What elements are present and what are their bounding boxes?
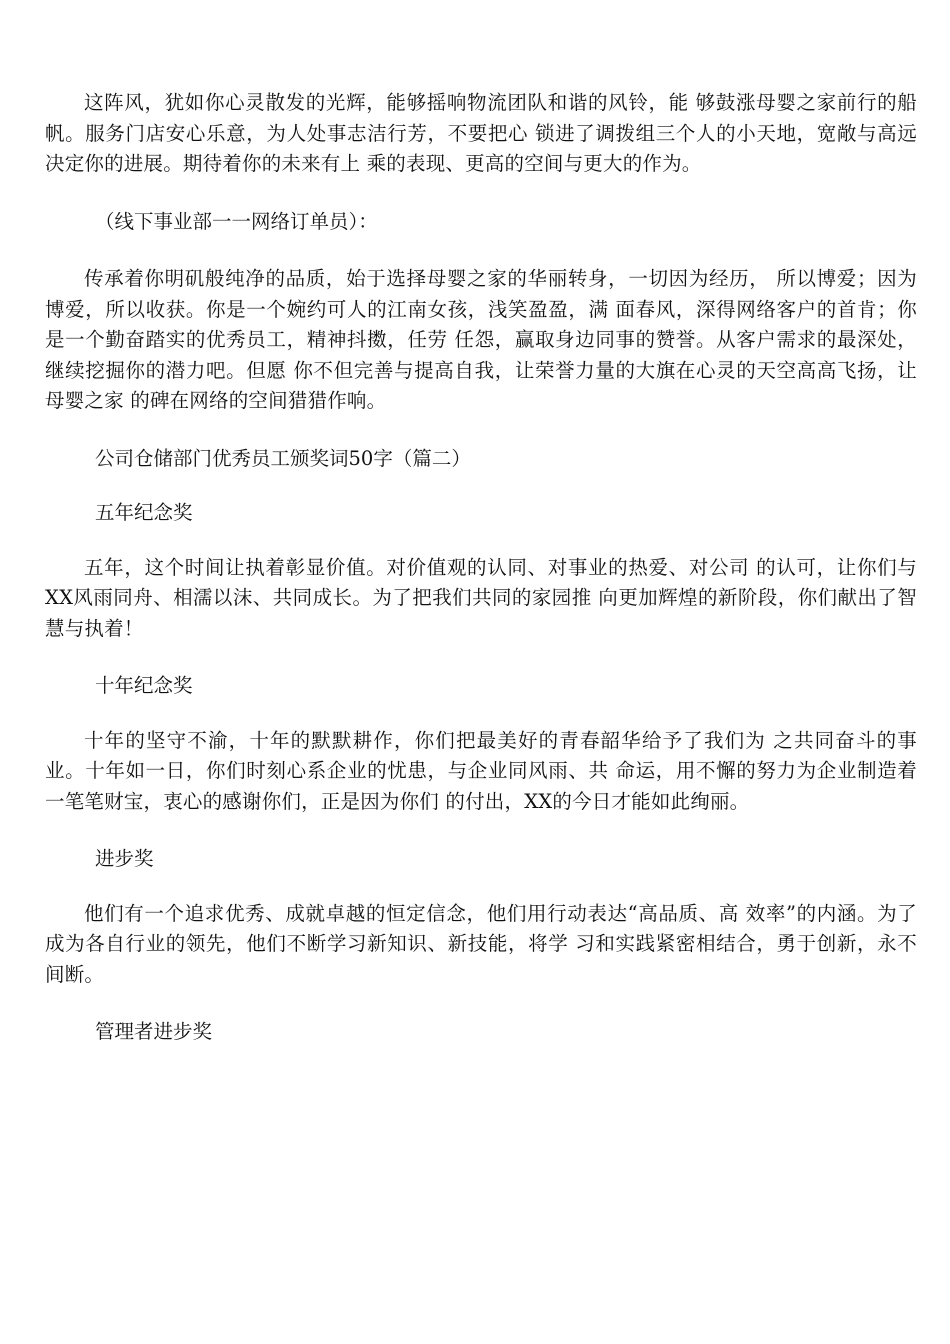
paragraph-wind-praise: 这阵风，犹如你心灵散发的光辉，能够摇响物流团队和谐的风铃，能 够鼓涨母婴之家前行的船帆。服务门店安心乐意，为人处事志洁行芳，不要把心 锁进了调拨组三个人的小天地，宽敞与高远决定你的进展。期待着你的未来有上 乘的表现、更高的空间与更大的作为。 <box>45 91 917 175</box>
document-body <box>45 88 917 1048</box>
paragraph-five-year-award: 五年，这个时间让执着彰显价值。对价值观的认同、对事业的热爱、对公司 的认可，让你们与XX风雨同舟、相濡以沫、共同成长。为了把我们共同的家园推 向更加辉煌的新阶段，你们献出了智慧与执着！ <box>45 555 917 640</box>
paragraph-online-order-clerk: 传承着你明矶般纯净的品质，始于选择母婴之家的华丽转身，一切因为经历， 所以博爱；因为博爱，所以收获。你是一个婉约可人的江南女孩，浅笑盈盈，满 面春风，深得网络客户的首肯；你是一个勤奋踏实的优秀员工，精神抖擞，任劳 任怨，赢取身边同事的赞誉。从客户需求的最深处，继续挖掘你的潜力吧。但愿 你不但完善与提高自我，让荣誉力量的大旗在心灵的天空高高飞扬，让母婴之家 的碑在网络的空间猎猎作响。 <box>45 267 917 412</box>
heading-manager-progress-award: 管理者进步奖 <box>95 1020 213 1043</box>
paragraph-ten-year-award: 十年的坚守不渝，十年的默默耕作，你们把最美好的青春韶华给予了我们为 之共同奋斗的事业。十年如一日，你们时刻心系企业的忧患，与企业同风雨、共 命运，用不懈的努力为企业制造着一笔笔财宝，衷心的感谢你们，正是因为你们 的付出，XX的今日才能如此绚丽。 <box>45 728 917 813</box>
heading-progress-award: 进步奖 <box>95 847 154 870</box>
paragraph-progress-award: 他们有一个追求优秀、成就卓越的恒定信念，他们用行动表达“高品质、高 效率”的内涵。为了成为各自行业的领先，他们不断学习新知识、新技能，将学 习和实践紧密相结合，勇于创新，永不间断。 <box>45 901 917 986</box>
section-title-part-two: 公司仓储部门优秀员工颁奖词50字（篇二） <box>95 446 471 470</box>
heading-ten-year-award: 十年纪念奖 <box>95 674 193 697</box>
heading-five-year-award: 五年纪念奖 <box>95 501 193 524</box>
heading-online-order-clerk: （线下事业部一一网络订单员）： <box>95 209 378 233</box>
